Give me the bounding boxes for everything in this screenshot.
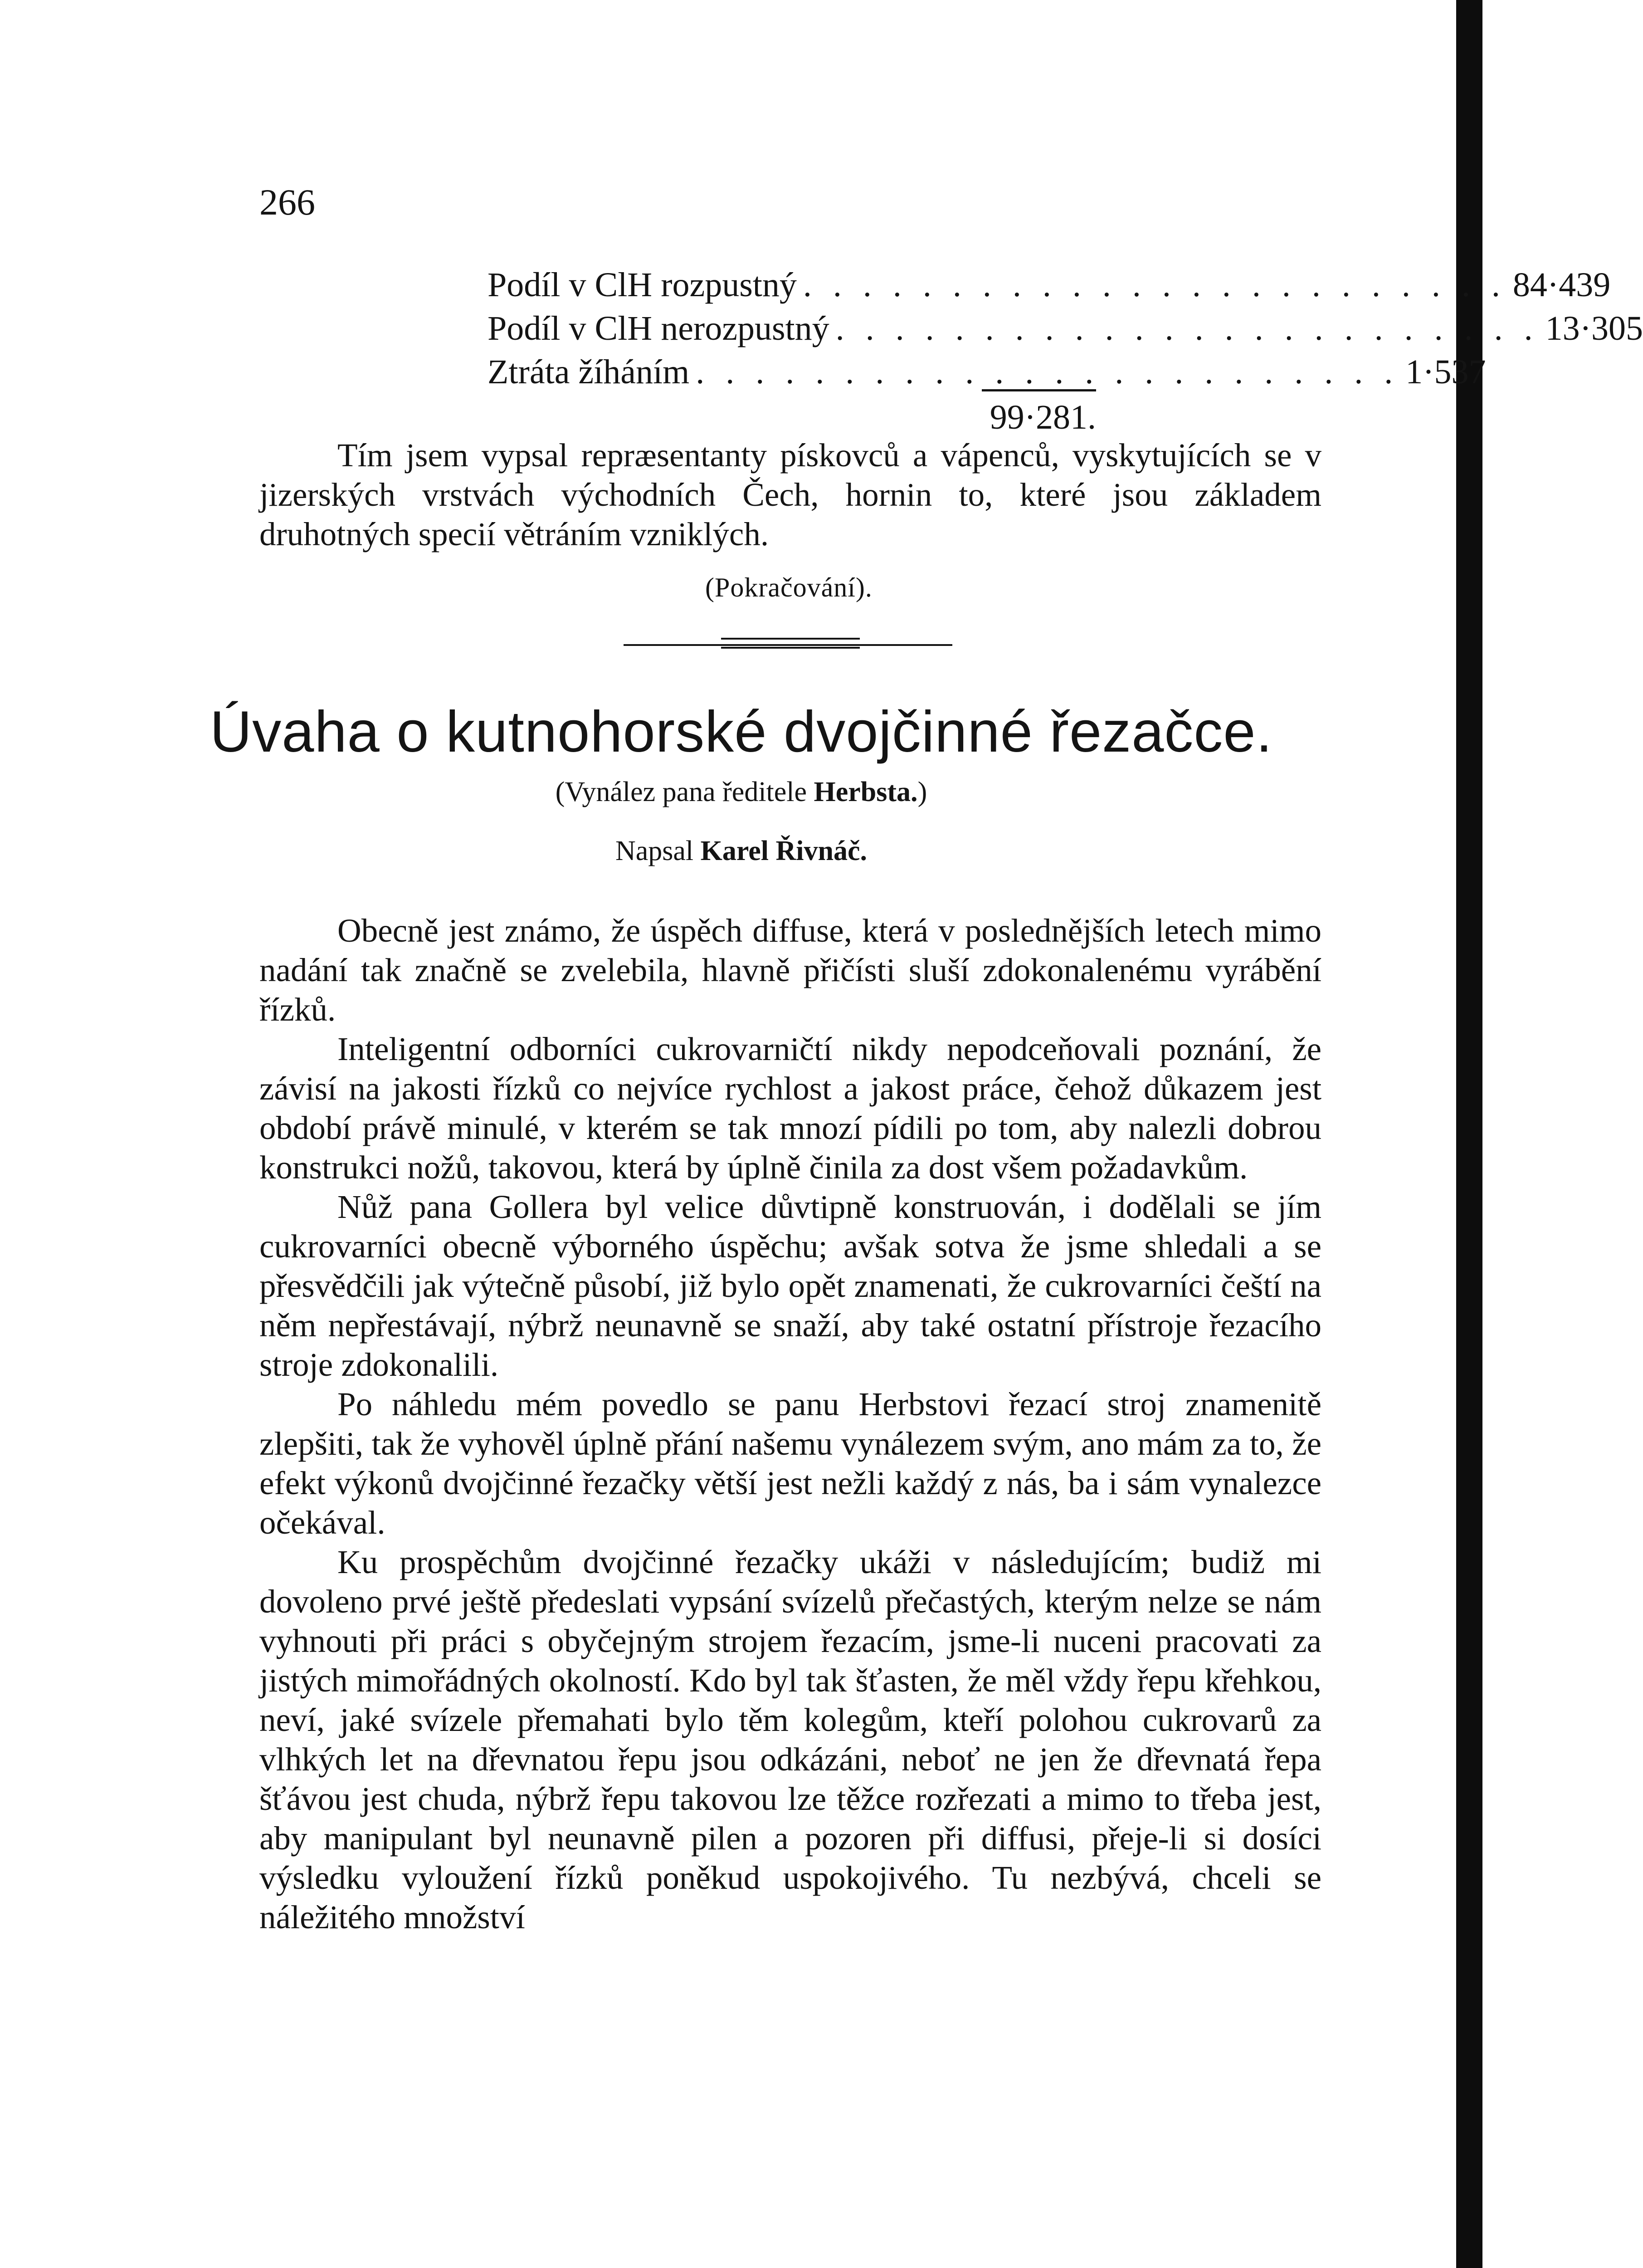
byline xyxy=(0,837,1482,865)
body-paragraph: Obecně jest známo, že úspěch diffuse, která v poslednějších letech mimo nadání tak značně se zvelebila, hlavně přičísti sluší zdokonalenému vyrábění řízků. xyxy=(259,912,1321,1028)
leader-dots: . . . . . . . . . . . . . . . . . . . . . . . . xyxy=(803,266,1506,304)
body-paragraph: Po náhledu mém povedlo se panu Herbstovi řezací stroj znamenitě zlepšiti, tak že vyhověl úplně přání našemu vynálezem svým, ano mám za to, že efekt výkonů dvojčinné řezačky větší jest nežli každý z nás, ba i sám vynalezce očekával. xyxy=(259,1386,1321,1541)
analysis-row xyxy=(488,263,1611,307)
section-divider-ornament xyxy=(721,638,860,649)
article-subtitle xyxy=(0,778,1482,806)
inventor-name: Herbsta. xyxy=(814,777,918,807)
author-name: Karel Řivnáč. xyxy=(700,836,868,866)
leader-dots: . . . . . . . . . . . . . . . . . . . . . . . . xyxy=(696,353,1399,391)
subtitle-close: ) xyxy=(917,777,927,807)
article-body xyxy=(259,911,1321,1937)
analysis-label: Ztráta žíháním xyxy=(488,353,690,391)
analysis-row xyxy=(488,307,1643,350)
analysis-table xyxy=(488,263,1643,439)
closing-paragraph: Tím jsem vypsal repræsentanty pískovců a vápenců, vyskytujících se v jizerských vrstvách východních Čech, hornin to, které jsou základem druhotných specií větráním vzniklých. xyxy=(259,437,1321,552)
article-title: Úvaha o kutnohorské dvojčinné řezačce. xyxy=(210,699,1273,764)
sum-rule xyxy=(982,389,1096,391)
analysis-label: Podíl v ClH nerozpustný xyxy=(488,309,829,347)
byline-text: Napsal xyxy=(615,836,701,866)
body-paragraph: Nůž pana Gollera byl velice důvtipně konstruován, i dodělali se jím cukrovarníci obecně výborného úspěchu; avšak sotva že jsme shledali a se přesvědčili jak výtečně působí, již bylo opět znamenati, že cukrovarníci čeští na něm nepřestávají, nýbrž neunavně se snaží, aby také ostatní přístroje řezacího stroje zdokonalili. xyxy=(259,1188,1321,1383)
analysis-total-row xyxy=(488,396,1096,439)
analysis-value: 13·305 xyxy=(1545,309,1643,347)
page-number: 266 xyxy=(259,181,315,223)
leader-dots: . . . . . . . . . . . . . . . . . . . . . . . . xyxy=(835,309,1539,347)
analysis-label: Podíl v ClH rozpustný xyxy=(488,266,797,304)
body-paragraph: Inteligentní odborníci cukrovarničtí nikdy nepodceňovali poznání, že závisí na jakosti řízků co nejvíce rychlost a jakost práce, čehož důkazem jest období právě minulé, v kterém se tak mnozí pídili po tom, aby nalezli dobrou konstrukci nožů, takovou, která by úplně činila za dost všem požadavkům. xyxy=(259,1031,1321,1186)
body-paragraph: Ku prospěchům dvojčinné řezačky ukáži v následujícím; budiž mi dovoleno prvé ještě předeslati vypsání svízelů přečastých, kterým nelze se nám vyhnouti při práci s obyčejným strojem řezacím, jsme-li nuceni pracovati za jistých mimořádných okolností. Kdo byl tak šťasten, že měl vždy řepu křehkou, neví, jaké svízele přemahati bylo těm kolegům, kteří polohou cukrovarů za vlhkých let na dřevnatou řepu jsou odkázáni, neboť ne jen že dřevnatá řepa šťávou jest chuda, nýbrž řepu takovou lze těžce rozřezati a mimo to třeba jest, aby manipulant byl neunavně pilen a pozoren při diffusi, přeje-li si dosíci výsledku vyloužení řízků poněkud uspokojivého. Tu nezbývá, chceli se náležitého množství xyxy=(259,1544,1321,1936)
analysis-row xyxy=(488,350,1486,394)
analysis-value: 1·537 xyxy=(1405,353,1486,391)
analysis-value: 84·439 xyxy=(1512,266,1611,304)
analysis-total: 99·281. xyxy=(990,398,1096,436)
subtitle-text: (Vynález pana ředitele xyxy=(555,777,814,807)
continuation-note: (Pokračování). xyxy=(705,572,873,602)
